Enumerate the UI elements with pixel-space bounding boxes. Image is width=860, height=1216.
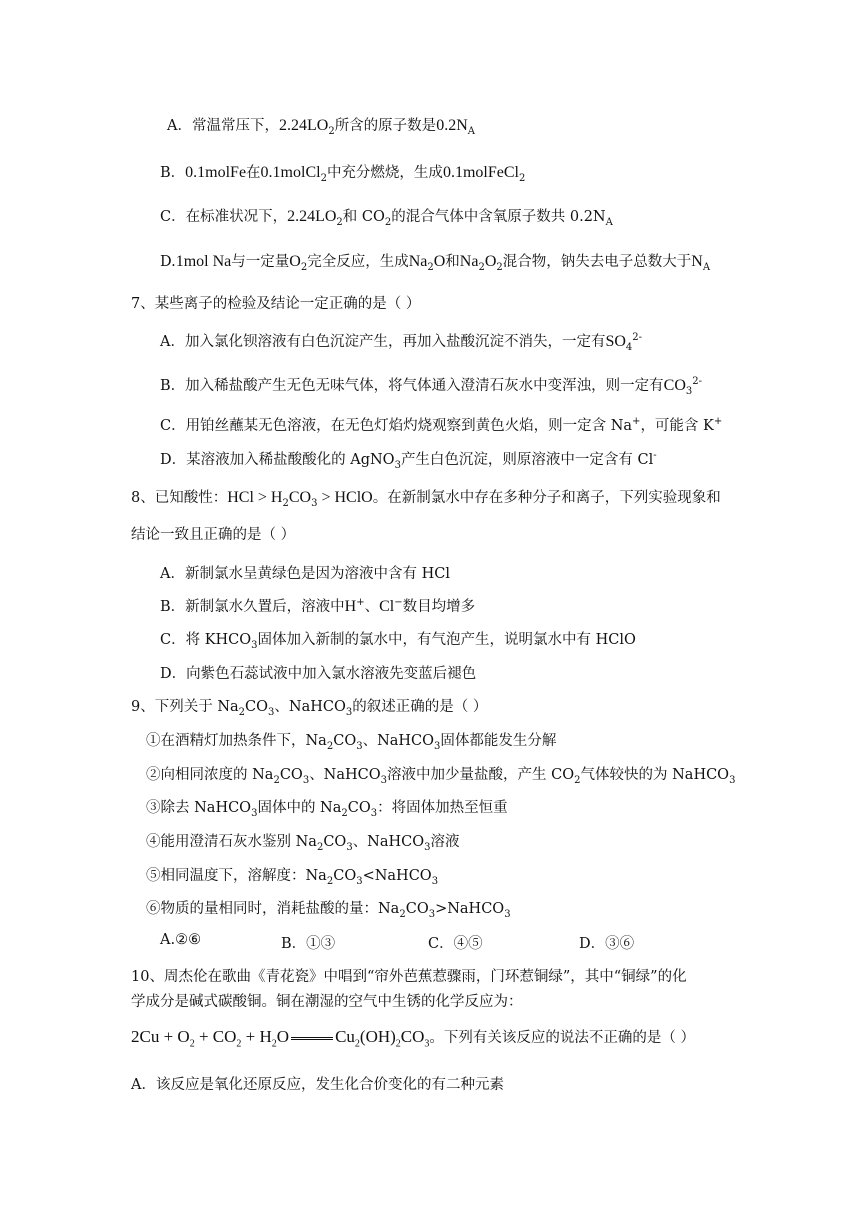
q9-i2-h: 气体较快的为 NaHCO — [580, 767, 730, 783]
q6-d-8: Na — [459, 253, 479, 270]
q6-b-5: 0.1molFeCl — [442, 164, 519, 181]
q6-b-3: 0.1molCl — [260, 164, 321, 181]
q10-option-a: A．该反应是氧化还原反应，发生化合价变化的有二种元素 — [131, 1077, 504, 1093]
q9-i2-c: 3 — [302, 774, 310, 786]
q7-d-text: D．某溶液加入稀盐酸酸化的 AgNO — [160, 452, 395, 468]
q6-a-text: A．常温常压下， — [167, 118, 279, 134]
q6-d-9sub: 2 — [496, 261, 503, 273]
q9-i1-b: CO — [333, 733, 357, 749]
q6-d-10: 混合物，钠失去电子总数大于 — [502, 254, 692, 270]
q9-choice-c[interactable]: C．④⑤ — [428, 936, 483, 952]
q8-stem-post: 。在新制氯水中存在多种分子和离子，下列实验现象和 — [372, 490, 721, 506]
eq-r2: (OH) — [359, 1027, 396, 1046]
q8-c-text: C．将 KHCO — [160, 632, 252, 648]
q7-a-text: A．加入氯化钡溶液有白色沉淀产生，再加入盐酸沉淀不消失，一定有 — [160, 334, 606, 350]
q8-option-a: A．新制氯水呈黄绿色是因为溶液中含有 HCl — [160, 566, 450, 582]
q7-option-a — [160, 332, 642, 352]
q9-i3-b: 固体中的 Na — [257, 800, 342, 816]
q9-i5: ⑤相同温度下，溶解度：Na — [146, 868, 327, 884]
q6-a-val2: 0.2N — [436, 117, 468, 134]
q9-i2-b: CO — [279, 767, 303, 783]
q6-d-4: 完全反应，生成 — [307, 254, 409, 270]
q9-item-5 — [146, 866, 438, 886]
q10-stem-line1: 10、周杰伦在歌曲《青花瓷》中唱到“帘外芭蕉惹骤雨，门环惹铜绿”，其中“铜绿”的化 — [131, 969, 687, 985]
q6-d-2: 与一定量 — [231, 254, 290, 270]
q7-d-sub: 3 — [394, 459, 401, 471]
q6-d-11: N — [691, 253, 703, 270]
q9-i2-f: 溶液中加少量盐酸，产生 CO — [387, 767, 575, 783]
q9-item-3 — [146, 798, 508, 818]
q9-i1-d: 、NaHCO — [362, 733, 435, 749]
q9-stem-1: 9、下列关于 Na — [131, 699, 239, 715]
q7-c-end: ，可能含 K — [640, 418, 714, 434]
q9-s-sub1: 2 — [238, 706, 246, 718]
q9-item-4 — [146, 832, 460, 852]
q6-b-3sub: 2 — [320, 172, 327, 184]
q6-option-c — [160, 207, 613, 227]
q8-option-b — [160, 597, 475, 617]
q6-d-1: 1mol Na — [175, 253, 232, 270]
q8-option-d: D．向紫色石蕊试液中加入氯水溶液先变蓝后褪色 — [160, 666, 477, 682]
q6-c-2: 和 CO — [342, 209, 385, 225]
q6-d-5: Na — [408, 253, 428, 270]
q6-d-3sub: 2 — [300, 261, 308, 273]
q8-b-clsup: − — [394, 597, 403, 609]
q8-b-mid: 、 — [364, 599, 380, 615]
q9-i3-d: CO — [347, 800, 371, 816]
q8-b-cl: Cl — [379, 598, 395, 615]
q6-d-5sub: 2 — [427, 261, 434, 273]
q9-stem — [131, 697, 487, 717]
q7-a-sub: 4 — [625, 341, 633, 353]
q6-c-3: 的混合气体中含氧原子数共 0.2N — [391, 209, 606, 225]
q8-stem-f1: HCl > H — [227, 489, 283, 506]
q7-b-sub: 3 — [685, 385, 693, 397]
eq-l4: O — [276, 1027, 290, 1046]
eq-r-s3: 3 — [424, 1038, 430, 1050]
q9-i3-c: 2 — [341, 807, 348, 819]
q8-option-c — [160, 630, 636, 650]
q9-i6-c: 3 — [428, 908, 436, 920]
q9-i6-d: >NaHCO — [435, 901, 505, 917]
q8-b-pre: B．新制氯水久置后，溶液中 — [160, 599, 345, 615]
q9-choice-d[interactable]: D．③⑥ — [579, 936, 635, 952]
q6-b-4: 中充分燃烧，生成 — [326, 165, 443, 181]
q6-d-6: O — [433, 253, 446, 270]
q10-eq-post: 。下列有关该反应的说法不正确的是（ ） — [429, 1030, 696, 1046]
eq-l1: 2Cu + O — [131, 1027, 190, 1046]
q9-item-6 — [146, 899, 511, 919]
q8-b-end: 数目均增多 — [402, 599, 476, 615]
q6-c-3sub: A — [605, 216, 613, 228]
q9-i5-b: CO — [333, 868, 357, 884]
q6-d-11sub: A — [702, 261, 711, 273]
q9-i3-a: 3 — [251, 807, 258, 819]
q9-choice-a[interactable]: A.②⑥ — [160, 932, 202, 948]
q6-b-pre: B． — [160, 165, 186, 181]
q7-c-sup2: + — [713, 416, 723, 428]
q9-i3-e: 3 — [370, 807, 378, 819]
q8-c-sub: 3 — [251, 639, 258, 651]
q9-i2: ②向相同浓度的 Na — [146, 767, 274, 783]
q10-stem-line2: 学成分是碱式碳酸铜。铜在潮湿的空气中生锈的化学反应为： — [131, 994, 523, 1010]
eq-r-s2: 2 — [395, 1038, 401, 1050]
q6-d-8sub: 2 — [478, 261, 485, 273]
q8-stem-f2sub: 3 — [311, 497, 318, 509]
q6-a-mid: 所含的原子数是 — [334, 118, 437, 134]
q8-stem-pre: 8、已知酸性： — [131, 490, 228, 506]
q7-a-ion: SO — [605, 333, 626, 350]
q9-i3-f: ：将固体加热至恒重 — [377, 800, 508, 816]
q9-i6-b: CO — [405, 901, 429, 917]
q9-s-4: 的叙述正确的是（ ） — [352, 699, 488, 715]
q8-b-h: H — [344, 598, 357, 615]
q9-i2-a: 2 — [273, 774, 280, 786]
q9-i6: ⑥物质的量相同时，消耗盐酸的量：Na — [146, 901, 400, 917]
q6-a-sub: 2 — [328, 125, 335, 137]
q9-i1-f: 固体都能发生分解 — [440, 733, 557, 749]
q9-i1-c: 3 — [356, 740, 363, 752]
q8-b-hsup: + — [356, 597, 365, 609]
q9-i6-e: 3 — [504, 908, 511, 920]
q9-i1-e: 3 — [434, 740, 441, 752]
q9-i3: ③除去 NaHCO — [146, 800, 252, 816]
q6-option-a — [167, 116, 475, 136]
equation-products — [335, 1027, 430, 1050]
q6-b-5sub: 2 — [518, 172, 526, 184]
q9-choice-b[interactable]: B．①③ — [281, 936, 336, 952]
q8-stem-f2: CO — [288, 489, 312, 506]
q9-i4-a: 2 — [316, 841, 324, 853]
eq-l3: + H — [241, 1027, 272, 1046]
q6-c-1: 2.24LO — [287, 208, 337, 225]
q9-s-3: 、NaHCO — [274, 699, 346, 715]
q6-b-1: 0.1molFe — [185, 164, 247, 181]
q9-s-sub2: 3 — [268, 706, 275, 718]
q9-i5-a: 2 — [326, 875, 334, 887]
q6-option-d — [160, 252, 710, 272]
q8-stem-line2: 结论一致且正确的是（ ） — [131, 527, 296, 543]
q9-item-1 — [146, 731, 556, 751]
q9-i2-e: 3 — [380, 774, 388, 786]
eq-r3: CO — [400, 1027, 425, 1046]
eq-l2: + CO — [194, 1027, 237, 1046]
q9-i4-b: CO — [323, 834, 347, 850]
q9-i2-g: 2 — [574, 774, 581, 786]
q6-c-2sub: 2 — [384, 216, 392, 228]
eq-r1: Cu — [335, 1027, 355, 1046]
q8-stem — [131, 488, 721, 508]
q9-i2-d: 、NaHCO — [309, 767, 381, 783]
q9-i4-e: 3 — [424, 841, 431, 853]
reaction-arrow — [291, 1037, 333, 1040]
q6-a-sub2: A — [467, 125, 475, 137]
q9-i5-d: <NaHCO — [362, 868, 432, 884]
q9-i2-i: 3 — [729, 774, 736, 786]
eq-r-s1: 2 — [354, 1038, 360, 1050]
q7-option-d — [160, 450, 657, 470]
q10-equation-line — [131, 1027, 695, 1048]
q9-i1: ①在酒精灯加热条件下，Na — [146, 733, 327, 749]
q7-a-sup: 2- — [632, 332, 643, 344]
q8-stem-f3: > HClO — [317, 489, 373, 506]
q9-i6-a: 2 — [399, 908, 406, 920]
q6-d-9: O — [484, 253, 497, 270]
q7-stem: 7、某些离子的检验及结论一定正确的是（ ） — [131, 296, 421, 312]
q9-i1-a: 2 — [326, 740, 334, 752]
q7-b-ion: CO — [663, 377, 686, 394]
q6-d-7: 和 — [445, 254, 460, 270]
q7-d-sup: - — [653, 450, 657, 462]
q7-b-sup: 2- — [692, 376, 703, 388]
q9-choices — [160, 932, 660, 952]
q9-i5-e: 3 — [431, 875, 439, 887]
q7-d-end: 产生白色沉淀，则原溶液中一定含有 Cl — [400, 452, 654, 468]
q7-c-text: C．用铂丝蘸某无色溶液，在无色灯焰灼烧观察到黄色火焰，则一定含 Na — [160, 418, 633, 434]
q8-stem-f1sub: 2 — [282, 497, 289, 509]
q9-i5-c: 3 — [356, 875, 363, 887]
eq-l-s1: 2 — [189, 1038, 195, 1050]
q7-b-text: B．加入稀盐酸产生无色无味气体，将气体通入澄清石灰水中变浑浊，则一定有 — [160, 378, 664, 394]
q8-c-end: 固体加入新制的氯水中，有气泡产生，说明氯水中有 HClO — [257, 632, 636, 648]
q6-d-3: O — [289, 253, 301, 270]
q6-option-b — [160, 163, 525, 183]
eq-l-s3: 2 — [271, 1038, 277, 1050]
q6-a-formula: 2.24LO — [278, 117, 329, 134]
equation-reactants — [131, 1027, 290, 1050]
q6-c-1sub: 2 — [336, 216, 343, 228]
q9-i4-d: 、NaHCO — [352, 834, 425, 850]
q9-s-2: CO — [245, 699, 269, 715]
q7-option-c — [160, 416, 722, 436]
q9-s-sub3: 3 — [345, 706, 353, 718]
q6-b-2: 在 — [246, 165, 261, 181]
q7-option-b — [160, 376, 702, 396]
q9-item-2 — [146, 765, 735, 785]
q9-i4-f: 溶液 — [430, 834, 460, 850]
q9-i4-c: 3 — [346, 841, 353, 853]
q6-c-pre: C．在标准状况下， — [160, 209, 288, 225]
eq-l-s2: 2 — [236, 1038, 242, 1050]
q6-d-pre: D. — [160, 254, 176, 270]
q9-i4: ④能用澄清石灰水鉴别 Na — [146, 834, 317, 850]
q7-c-sup1: + — [632, 416, 641, 428]
